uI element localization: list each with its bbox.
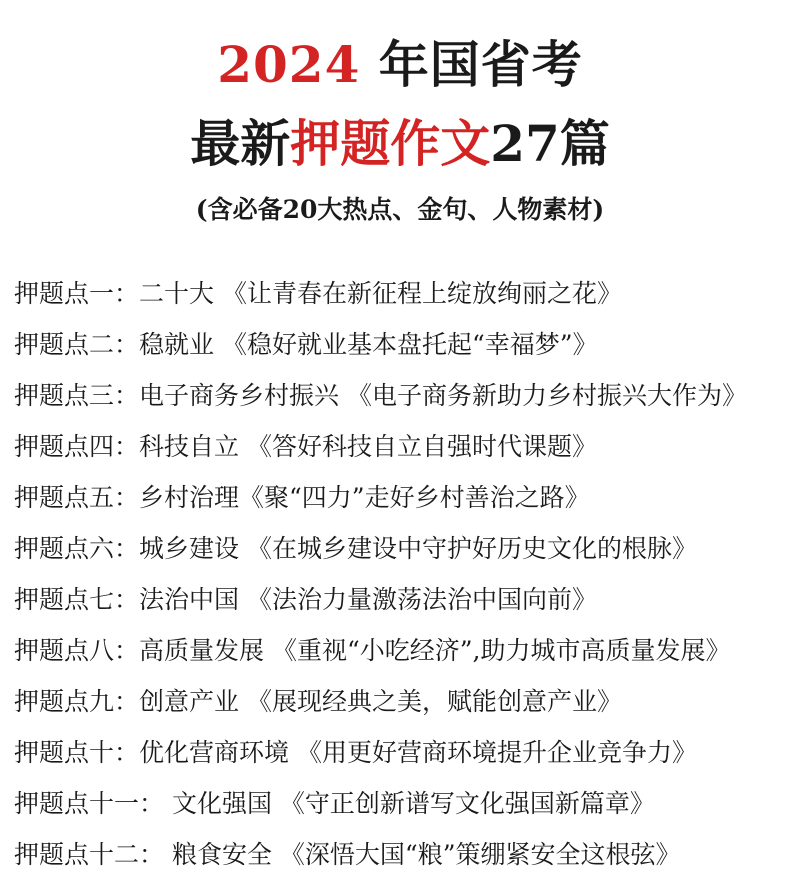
point-essay-title: 《稳好就业基本盘托起“幸福梦”》	[221, 330, 598, 359]
point-label: 押题点十二：	[14, 840, 165, 869]
point-topic: 创意产业	[139, 687, 247, 716]
list-item	[14, 425, 798, 476]
title-line-1	[0, 30, 800, 100]
point-topic: 电子商务乡村振兴	[139, 381, 347, 410]
point-label: 押题点八：	[14, 636, 140, 665]
point-essay-title: 《用更好营商环境提升企业竞争力》	[296, 738, 697, 767]
point-topic: 乡村治理	[139, 483, 240, 512]
point-topic: 稳就业	[139, 330, 222, 359]
point-label: 押题点九：	[14, 687, 140, 716]
list-item	[14, 527, 798, 578]
title-line-2-highlight: 押题作文	[290, 114, 491, 173]
point-essay-title: 《深悟大国“粮”策绷紧安全这根弦》	[279, 840, 681, 869]
title-year: 2024	[217, 35, 361, 94]
list-item	[14, 578, 798, 629]
list-item	[14, 272, 798, 323]
point-label: 押题点一：	[14, 279, 140, 308]
point-label: 押题点六：	[14, 534, 140, 563]
point-label: 押题点二：	[14, 330, 140, 359]
point-label: 押题点十一：	[14, 789, 165, 818]
point-topic: 优化营商环境	[139, 738, 297, 767]
point-label: 押题点五：	[14, 483, 140, 512]
point-label: 押题点十：	[14, 738, 140, 767]
list-item	[14, 374, 798, 425]
point-topic: 高质量发展	[139, 636, 272, 665]
list-item	[14, 476, 798, 527]
list-item	[14, 782, 798, 833]
title-block	[0, 30, 800, 180]
point-essay-title: 《在城乡建设中守护好历史文化的根脉》	[246, 534, 697, 563]
point-essay-title: 《重视“小吃经济”,助力城市高质量发展》	[271, 636, 731, 665]
point-label: 押题点七：	[14, 585, 140, 614]
point-topic: 文化强国	[164, 789, 280, 818]
point-essay-title: 《法治力量激荡法治中国向前》	[246, 585, 597, 614]
subtitle: (含必备20大热点、金句、人物素材)	[195, 195, 605, 224]
list-item	[14, 680, 798, 731]
point-label: 押题点三：	[14, 381, 140, 410]
point-essay-title: 《答好科技自立自强时代课题》	[246, 432, 597, 461]
point-essay-title: 《守正创新谱写文化强国新篇章》	[279, 789, 655, 818]
list-item	[14, 731, 798, 782]
points-list	[14, 272, 798, 884]
point-topic: 粮食安全	[164, 840, 280, 869]
point-topic: 二十大	[139, 279, 222, 308]
point-topic: 法治中国	[139, 585, 247, 614]
title-line-2-prefix: 最新	[190, 114, 291, 173]
title-line-2-suffix: 27篇	[490, 114, 610, 173]
list-item	[14, 323, 798, 374]
list-item	[14, 629, 798, 680]
point-topic: 科技自立	[139, 432, 247, 461]
title-line-1-rest: 年国省考	[360, 35, 583, 94]
point-topic: 城乡建设	[139, 534, 247, 563]
point-essay-title: 《展现经典之美，赋能创意产业》	[246, 687, 622, 716]
point-essay-title: 《让青春在新征程上绽放绚丽之花》	[221, 279, 622, 308]
point-essay-title: 《聚“四力”走好乡村善治之路》	[239, 483, 590, 512]
point-essay-title: 《电子商务新助力乡村振兴大作为》	[346, 381, 747, 410]
point-label: 押题点四：	[14, 432, 140, 461]
title-line-2	[0, 108, 800, 180]
list-item	[14, 833, 798, 884]
